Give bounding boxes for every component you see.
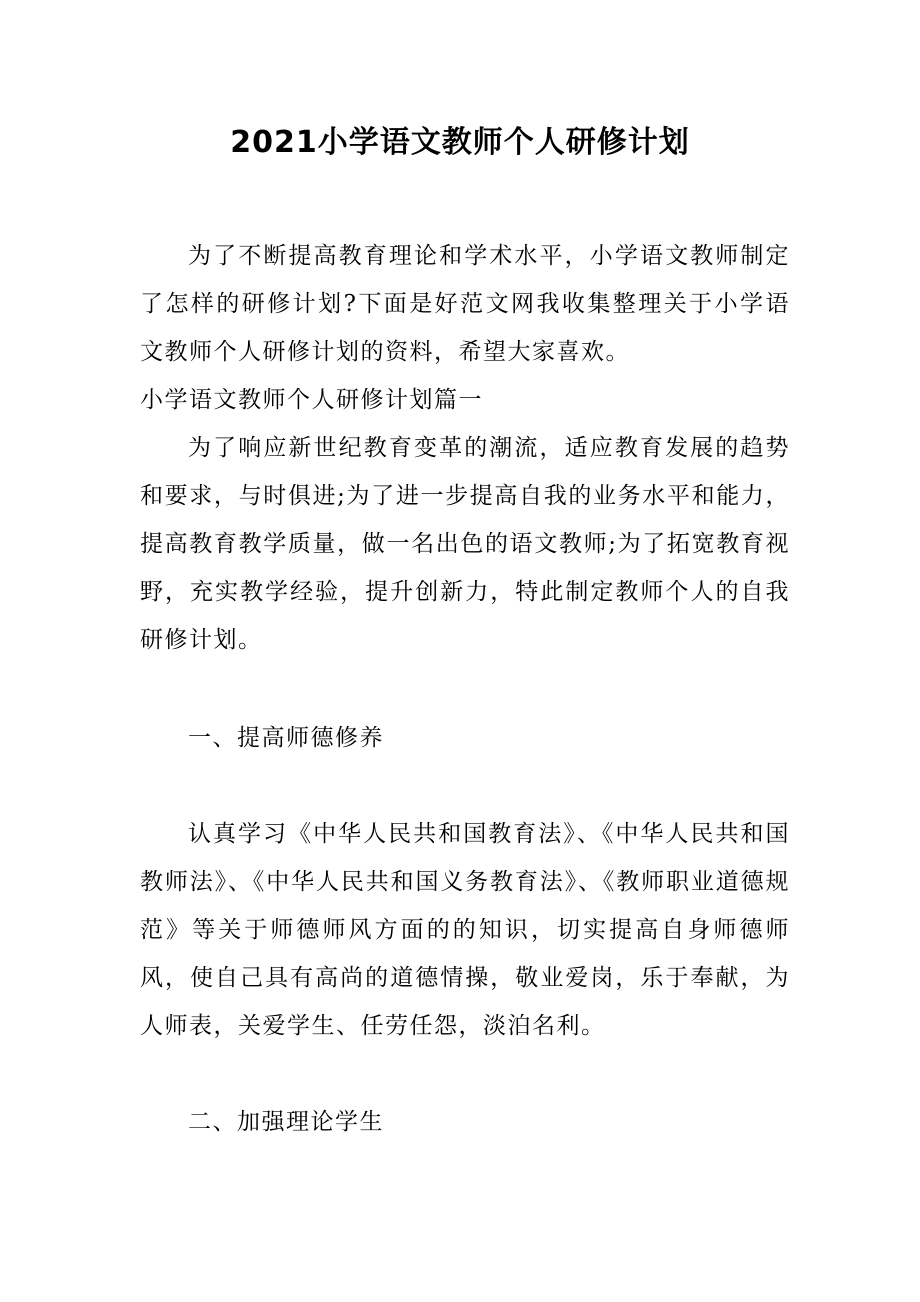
heading-1: 一、提高师德修养 (188, 725, 384, 751)
document-title: 2021小学语文教师个人研修计划 (230, 125, 690, 160)
heading-2: 二、加强理论学生 (188, 1109, 384, 1135)
intro-paragraph: 为了不断提高教育理论和学术水平，小学语文教师制定了怎样的研修计划?下面是好范文网我收集整理关于小学语文教师个人研修计划的资料，希望大家喜欢。 (140, 243, 790, 365)
section-title: 小学语文教师个人研修计划篇一 (140, 387, 483, 413)
paragraph-2: 认真学习《中华人民共和国教育法》、《中华人民共和国教师法》、《中华人民共和国义务教育法》、《教师职业道德规范》等关于师德师风方面的的知识，切实提高自身师德师风，使自己具有高尚的道德情操，敬业爱岗，乐于奉献，为人师表，关爱学生、任劳任怨，淡泊名利。 (140, 821, 790, 1039)
paragraph-1: 为了响应新世纪教育变革的潮流，适应教育发展的趋势和要求，与时俱进;为了进一步提高自我的业务水平和能力，提高教育教学质量，做一名出色的语文教师;为了拓宽教育视野，充实教学经验，提升创新力，特此制定教师个人的自我研修计划。 (140, 435, 790, 653)
